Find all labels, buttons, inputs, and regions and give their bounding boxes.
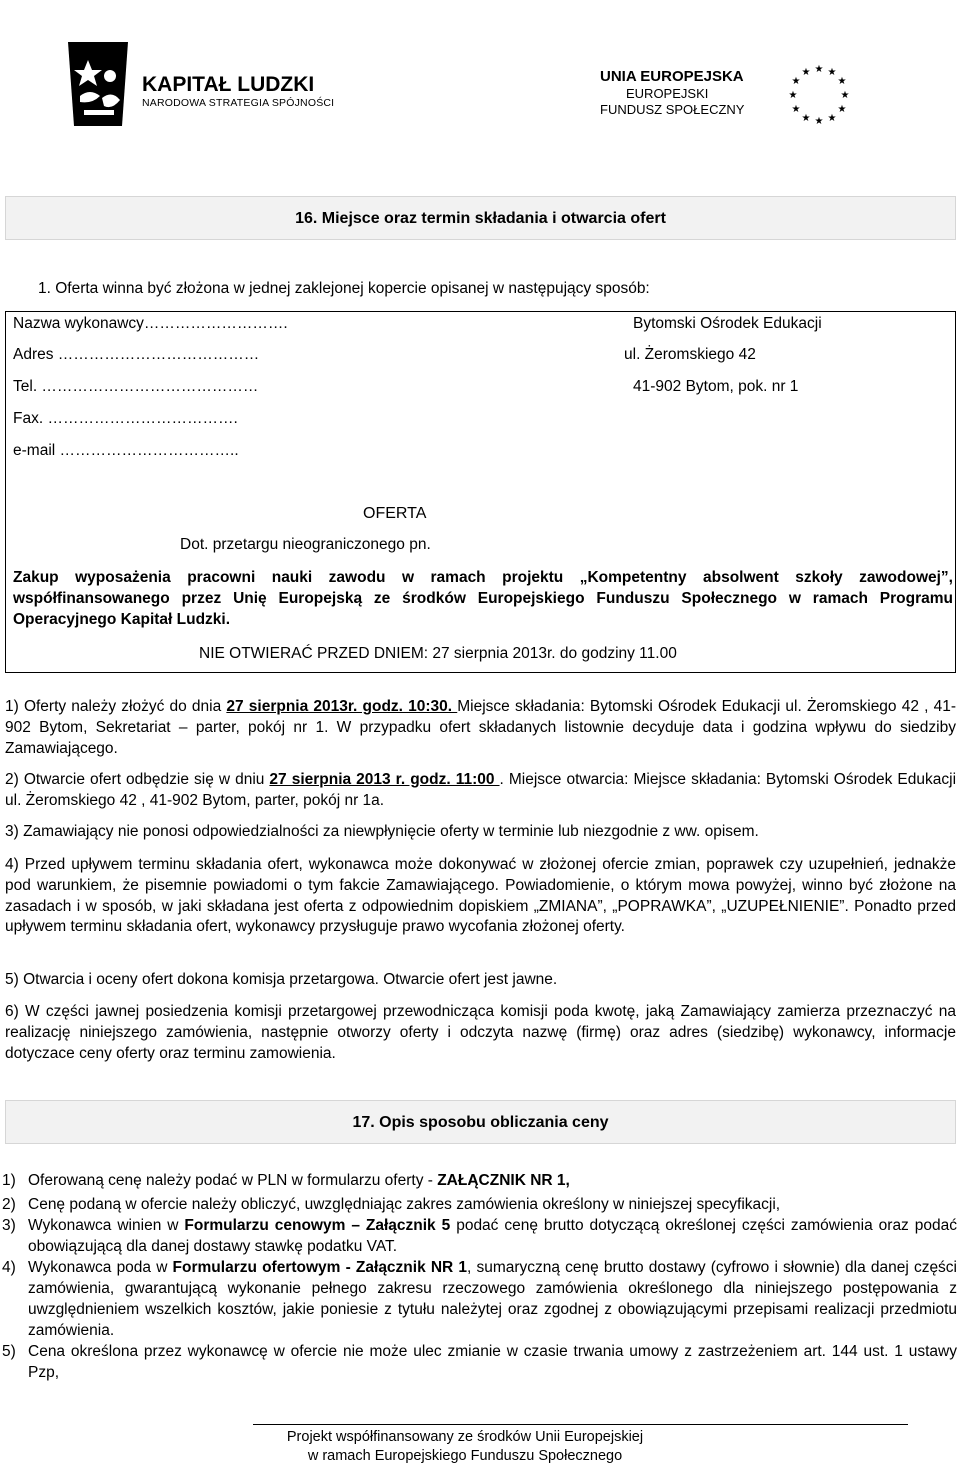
p2-text-a: 2) Otwarcie ofert odbędzie się w dniu xyxy=(5,771,270,788)
p1-deadline: 27 sierpnia 2013r. godz. 10:30. xyxy=(226,698,458,715)
svg-text:★: ★ xyxy=(837,76,847,87)
list-item-text: Oferowaną cenę należy podać w PLN w formularzu oferty - xyxy=(28,1172,438,1189)
section-16-intro: 1. Oferta winna być złożona w jednej zaklejonej kopercie opisanej w następujący sposób: xyxy=(38,280,650,297)
list-item-number: 2) xyxy=(2,1196,16,1213)
paragraph-1 xyxy=(5,697,956,759)
eu-logo-line1: UNIA EUROPEJSKA xyxy=(600,68,744,85)
eu-logo xyxy=(596,60,886,130)
eu-stars-icon xyxy=(784,62,854,128)
tender-type: Dot. przetargu nieograniczonego pn. xyxy=(180,536,431,553)
list-item-number: 3) xyxy=(2,1217,16,1234)
recipient-city: 41-902 Bytom, pok. nr 1 xyxy=(633,378,799,395)
svg-text:★: ★ xyxy=(791,76,801,87)
p2-date: 27 sierpnia 2013 r. godz. 11:00 xyxy=(269,771,500,788)
contractor-fax-field: Fax. ………………………………. xyxy=(13,410,238,427)
list-item-bold: Formularzu ofertowym - Załącznik NR 1 xyxy=(172,1259,468,1276)
svg-text:★: ★ xyxy=(827,113,837,124)
list-item-text-b: podać cenę brutto dotyczącą określonej części zamówienia oraz podać obowiązującą dla danej dostawy stawkę podatku VAT. xyxy=(28,1217,957,1255)
svg-text:★: ★ xyxy=(837,104,847,115)
svg-text:★: ★ xyxy=(840,90,850,101)
section-17-title: 17. Opis sposobu obliczania ceny xyxy=(5,1100,956,1144)
recipient-street: ul. Żeromskiego 42 xyxy=(624,346,756,363)
svg-text:★: ★ xyxy=(788,90,798,101)
contractor-name-field: Nazwa wykonawcy………………………. xyxy=(13,315,288,332)
footer-line-2: w ramach Europejskiego Funduszu Społecznego xyxy=(307,1448,623,1464)
project-title: Zakup wyposażenia pracowni nauki zawodu w ramach projektu „Kompetentny absolwent szkoły zawodowej”, współfinansowanego przez Unię Europejską ze środków Europejskiego Funduszu Społecznego w ramach Programu Operacyjnego Kapitał Ludzki. xyxy=(13,569,953,628)
contractor-address-field: Adres ………………………………… xyxy=(13,346,260,363)
paragraph-3: 3) Zamawiający nie ponosi odpowiedzialności za niewpłynięcie oferty w terminie lub niezgodnie z ww. opisem. xyxy=(5,823,759,840)
paragraph-5: 5) Otwarcia i oceny ofert dokona komisja przetargowa. Otwarcie ofert jest jawne. xyxy=(5,971,558,988)
recipient-name: Bytomski Ośrodek Edukacji xyxy=(633,315,822,332)
p1-text-b: Miejsce składania: Bytomski Ośrodek Edukacji ul. Żeromskiego 42 , 41-902 Bytom, Sekretariat – parter, pokój nr 1. W przypadku ofert składanych listownie decyduje data i godzina wpływu do siedziby Zamawiającego. xyxy=(5,698,956,757)
list-item-bold: Formularzu cenowym – Załącznik 5 xyxy=(184,1217,451,1234)
list-item-text: Cenę podaną w ofercie należy obliczyć, uwzględniając zakres zamówienia określony w niniejszej specyfikacji, xyxy=(28,1196,781,1213)
paragraph-6: 6) W części jawnej posiedzenia komisji przetargowej przewodnicząca komisji poda kwotę, jaką Zamawiający zamierza przeznaczyć na realizację niniejszego zamówienia, następnie otworzy oferty i odczyta nazwę (firmę) oraz adres (siedzibę) wykonawcy, informacje dotyczace ceny oferty oraz terminu zamowienia. xyxy=(5,1003,956,1062)
list-item-text: Cena określona przez wykonawcę w ofercie nie może ulec zmianie w czasie trwania umowy z zastrzeżeniem art. 144 ust. 1 ustawy Pzp, xyxy=(28,1343,957,1381)
eu-logo-line2: EUROPEJSKI xyxy=(626,86,709,101)
kapital-ludzki-logo xyxy=(66,30,366,130)
do-not-open-notice: NIE OTWIERAĆ PRZED DNIEM: 27 sierpnia 2013r. do godziny 11.00 xyxy=(199,645,677,662)
kapital-ludzki-tagline: NARODOWA STRATEGIA SPÓJNOŚCI xyxy=(142,97,335,109)
eu-logo-line3: FUNDUSZ SPOŁECZNY xyxy=(600,102,745,117)
list-item-number: 4) xyxy=(2,1259,16,1276)
offer-label: OFERTA xyxy=(363,505,427,522)
kapital-ludzki-name: KAPITAŁ LUDZKI xyxy=(142,73,315,96)
svg-text:★: ★ xyxy=(814,64,824,75)
footer-divider xyxy=(253,1424,908,1425)
svg-text:★: ★ xyxy=(814,116,824,127)
p1-text-a: 1) Oferty należy złożyć do dnia xyxy=(5,698,227,715)
svg-text:★: ★ xyxy=(827,67,837,78)
contractor-email-field: e-mail …………………………….. xyxy=(13,442,239,459)
list-item-text-b: , sumaryczną cenę brutto dostawy (cyfrowo i słownie) dla danej części zamówienia, gwarantującą wykonanie pełnego zakresu rzeczowego zamówienia określonego dla niniejszego postępowania z uwzględnieniem wszelkich kosztów, jakie poniesie z tytułu należytej oraz zgodnej z obowiązującymi przepisami realizacji przedmiotu zamówienia. xyxy=(28,1259,958,1339)
price-calculation-list xyxy=(2,1170,957,1390)
p2-text-b: . Miejsce otwarcia: Miejsce składania: Bytomski Ośrodek Edukacji ul. Żeromskiego 42 , 41-902 Bytom, parter, pokój nr 1a. xyxy=(5,771,957,809)
list-item-number: 5) xyxy=(2,1343,16,1360)
list-item-text: Wykonawca winien w xyxy=(28,1217,185,1234)
svg-text:★: ★ xyxy=(791,104,801,115)
contractor-phone-field: Tel. …………………………………… xyxy=(13,378,259,395)
paragraph-4: 4) Przed upływem terminu składania ofert, wykonawca może dokonywać w złożonej ofercie zmian, poprawek czy uzupełnień, jednakże pod warunkiem, że pisemnie powiadomi o tym fakcie Zamawiającego. Powiadomienie, o którym mowa powyżej, winno być złożone na zasadach i w sposób, w jaki składana jest oferta z odpowiednim dopiskiem „ZMIANA”, „POPRAWKA”, „UZUPEŁNIENIE”. Ponadto przed upływem terminu składania ofert, wykonawcy przysługuje prawo wycofania złożonej oferty. xyxy=(5,856,956,936)
list-item-number: 1) xyxy=(2,1172,16,1189)
footer-line-1: Projekt współfinansowany ze środków Unii Europejskiej xyxy=(286,1429,644,1445)
svg-text:★: ★ xyxy=(801,67,811,78)
svg-text:★: ★ xyxy=(801,113,811,124)
paragraph-2 xyxy=(5,770,956,812)
list-item-text: Wykonawca poda w xyxy=(28,1259,173,1276)
list-item-bold: ZAŁĄCZNIK NR 1, xyxy=(437,1172,570,1189)
section-16-title: 16. Miejsce oraz termin składania i otwarcia ofert xyxy=(5,196,956,240)
